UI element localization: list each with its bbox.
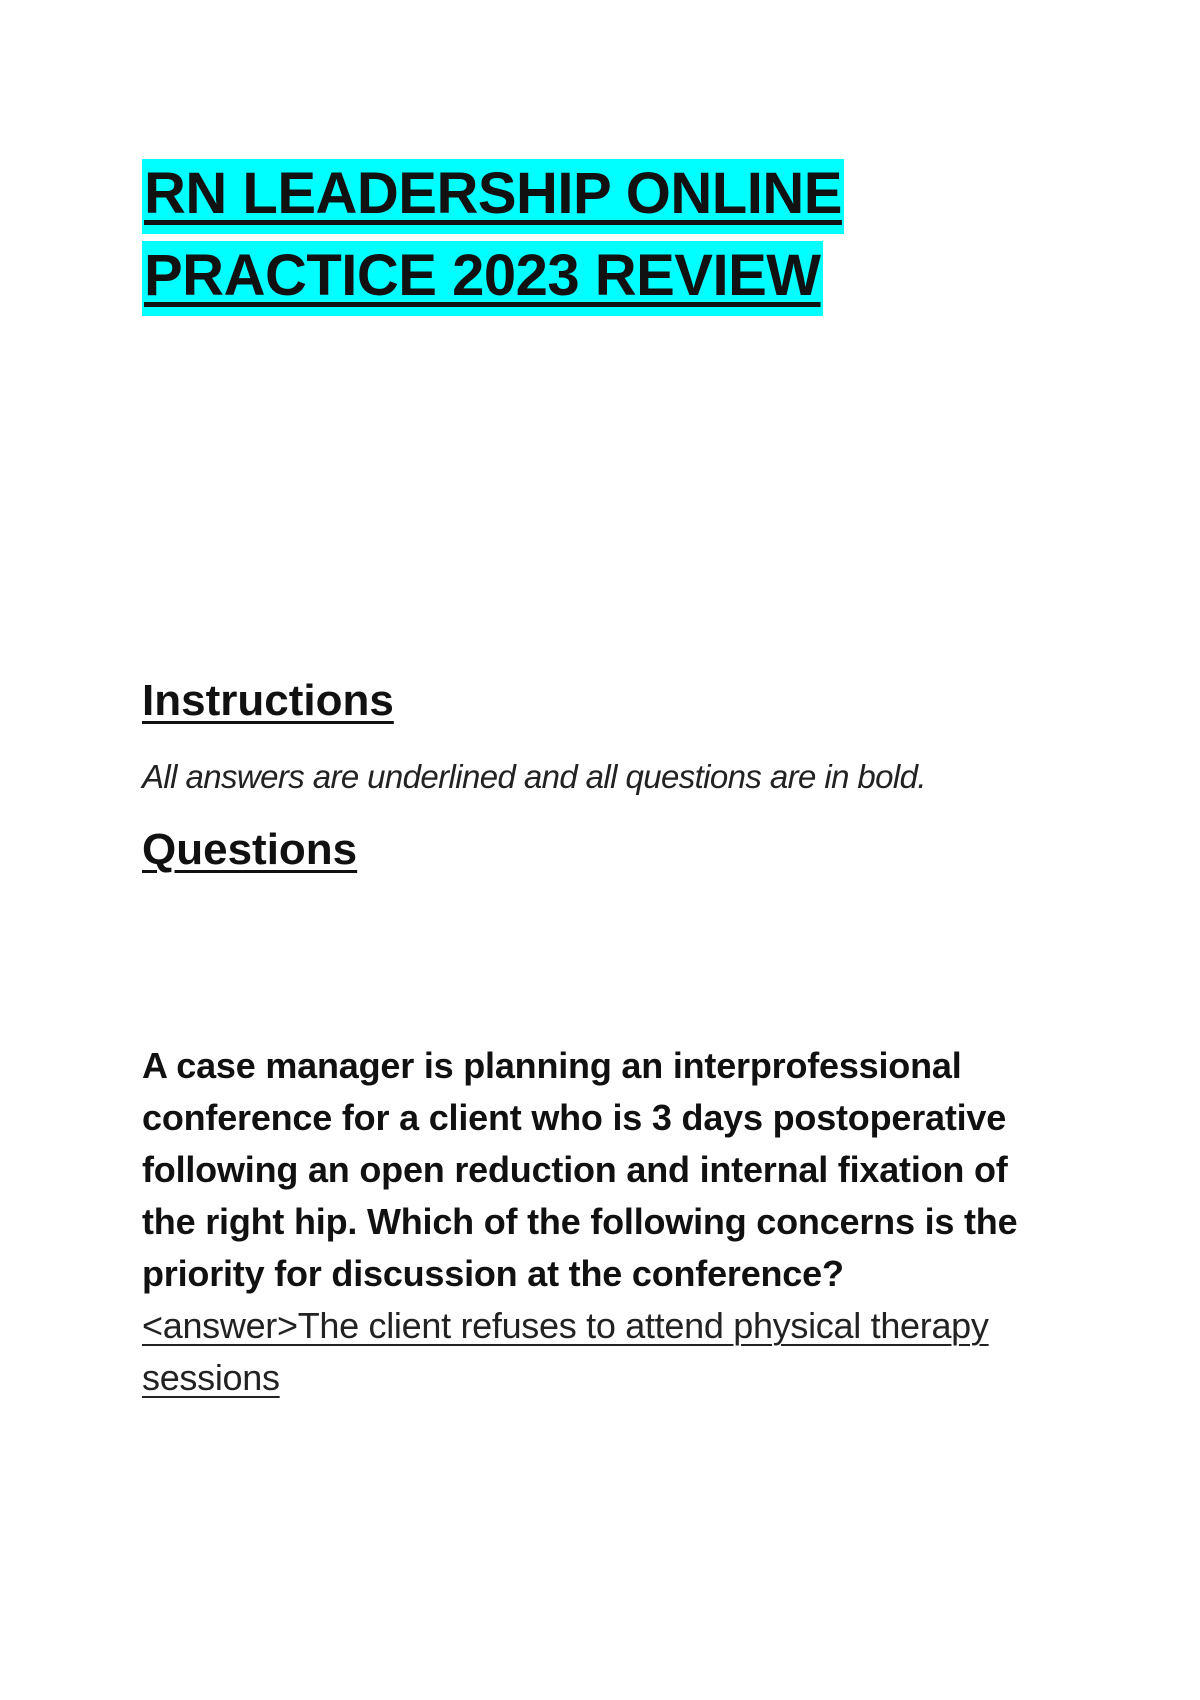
instructions-text: All answers are underlined and all questions are in bold.: [142, 758, 926, 795]
answer-text: <answer>The client refuses to attend physical therapy sessions: [142, 1305, 989, 1398]
question-item: [142, 1040, 1042, 1404]
question-text: A case manager is planning an interprofessional conference for a client who is 3 days postoperative following an open reduction and internal fixation of the right hip. Which of the following concerns is the priority for discussion at the conference?: [142, 1045, 1018, 1294]
questions-heading: Questions: [142, 825, 358, 874]
title-line-1: RN LEADERSHIP ONLINE: [142, 159, 844, 234]
document-title: [142, 153, 962, 317]
title-line-2: PRACTICE 2023 REVIEW: [142, 241, 823, 316]
instructions-heading: Instructions: [142, 676, 394, 725]
